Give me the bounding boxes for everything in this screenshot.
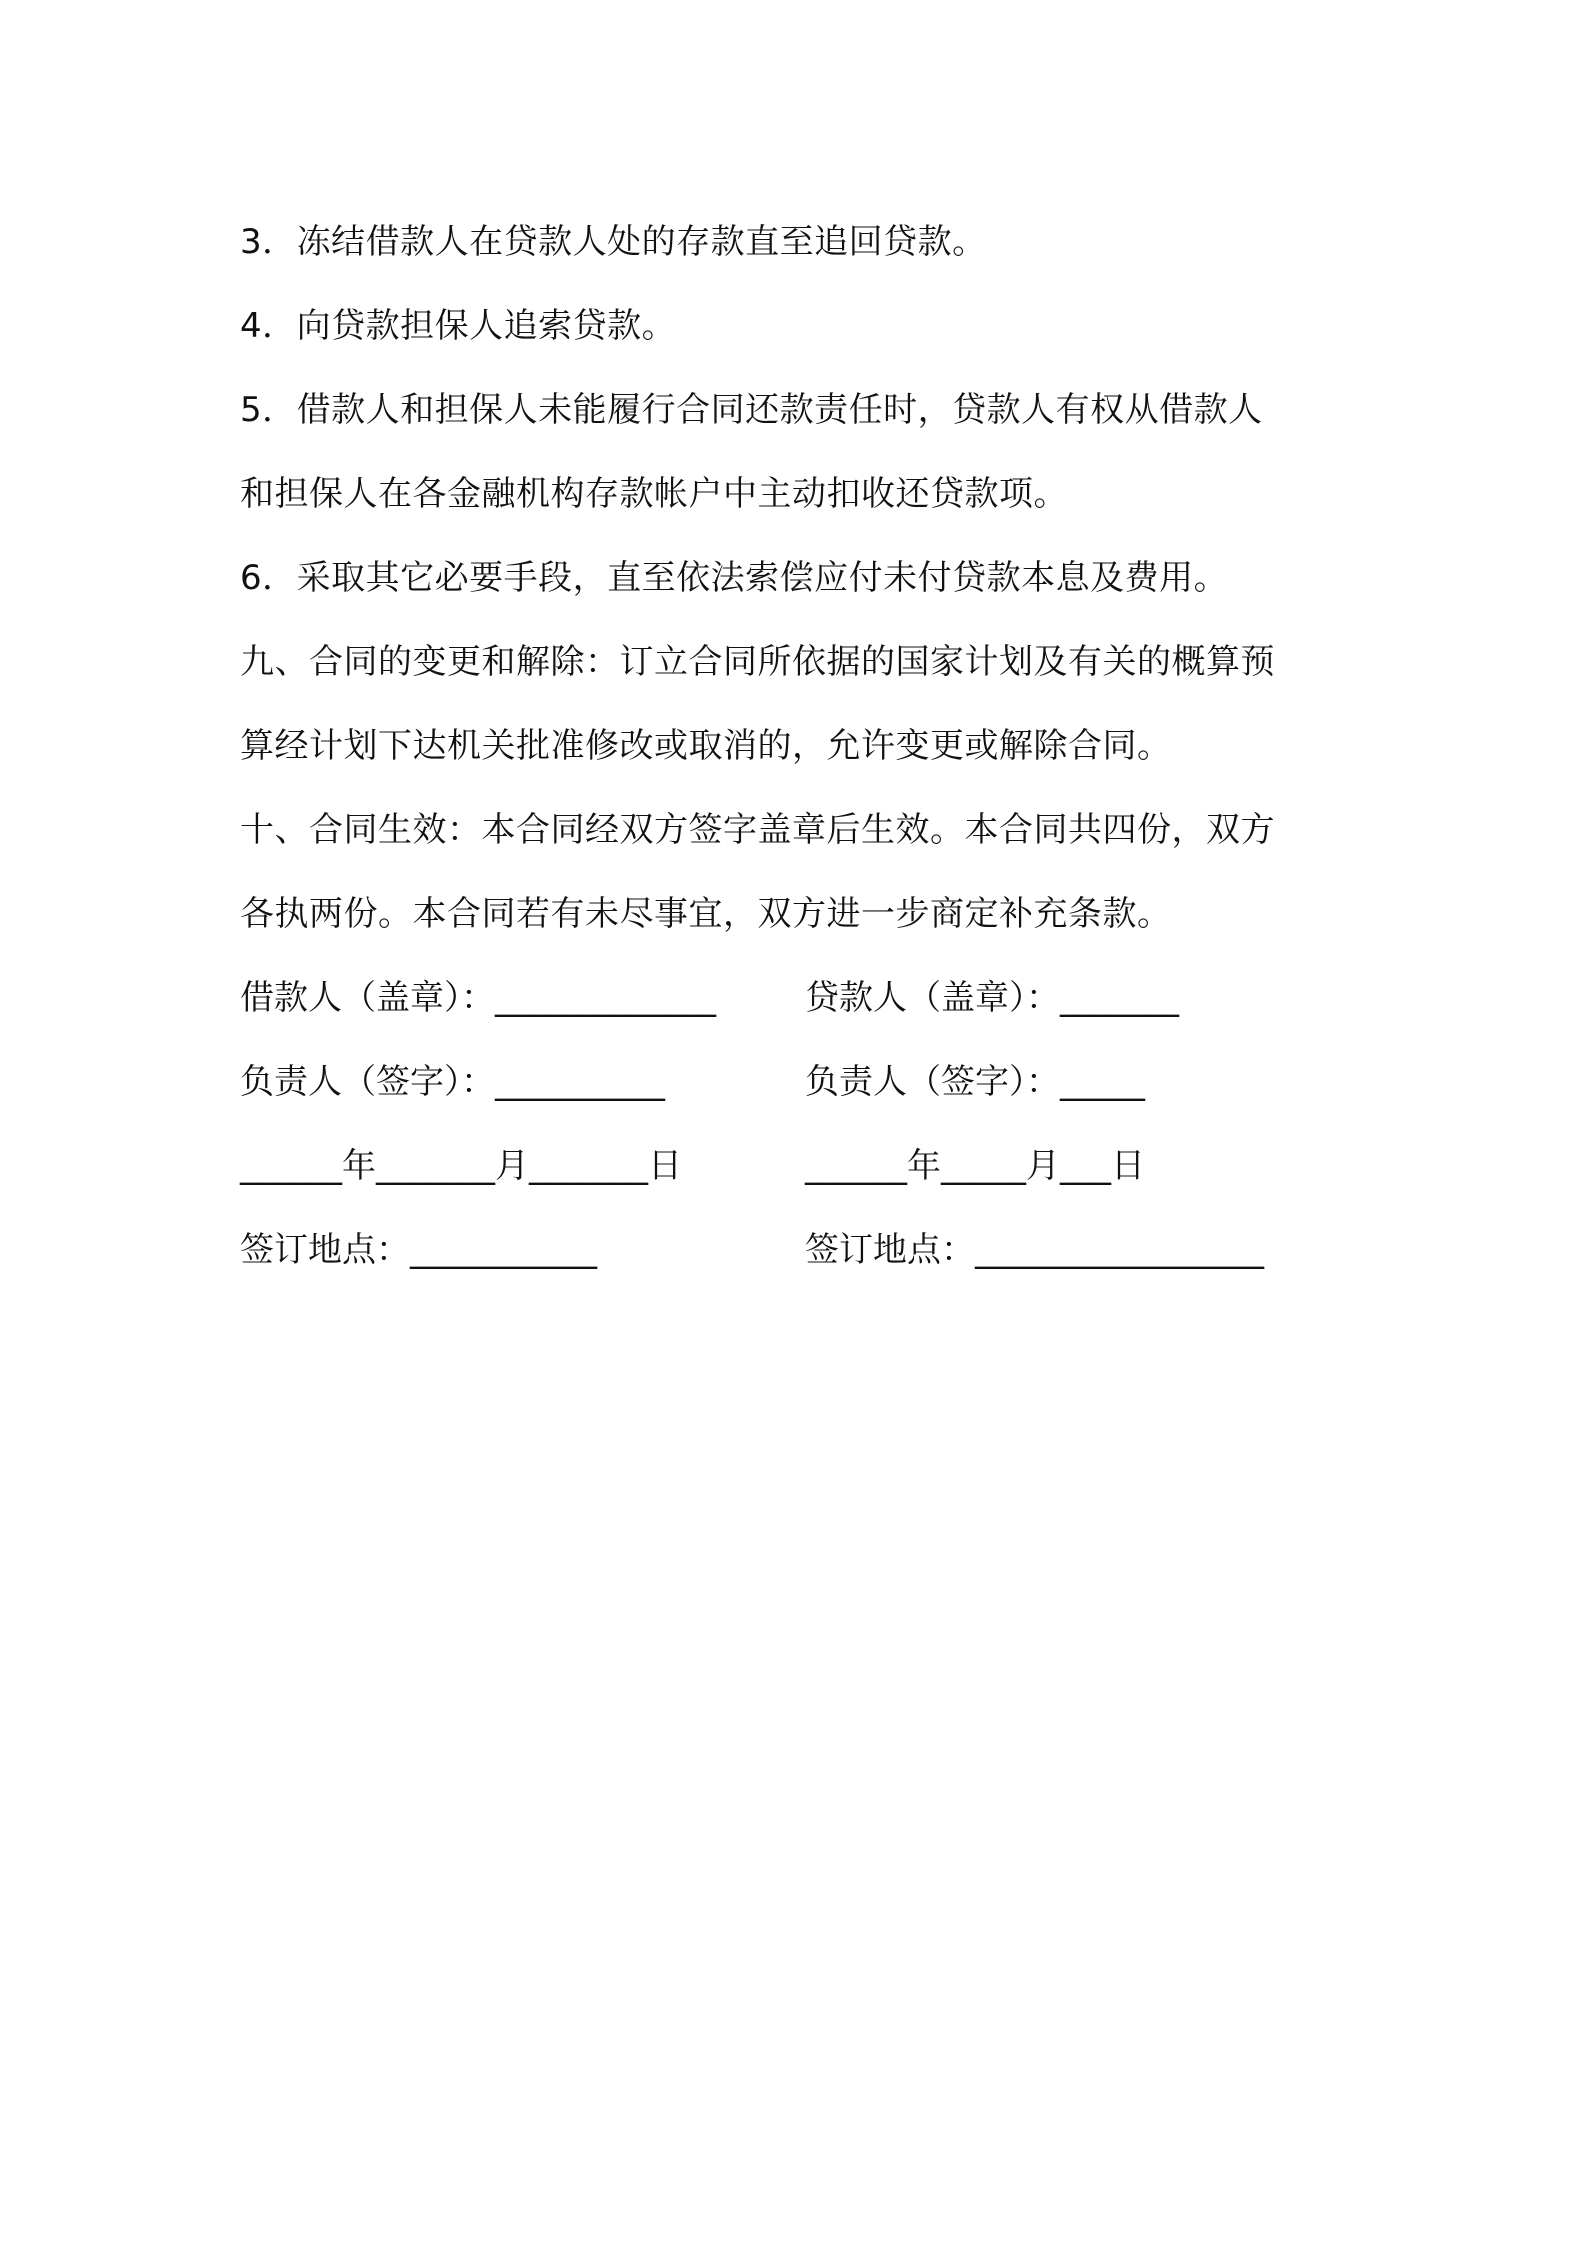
section-9-line-1: 九、合同的变更和解除：订立合同所依据的国家计划及有关的概算预 <box>240 642 1275 682</box>
clause-item-6: 6．采取其它必要手段，直至依法索偿应付未付贷款本息及费用。 <box>240 558 1229 598</box>
lender-responsible-field: 负责人（签字）：_____ <box>805 1062 1145 1102</box>
borrower-seal-field: 借款人（盖章）：_____________ <box>240 978 716 1018</box>
clause-item-5-line-2: 和担保人在各金融机构存款帐户中主动扣收还贷款项。 <box>240 474 1068 514</box>
document-body <box>240 200 1360 1292</box>
signature-row-seal <box>240 956 1360 1040</box>
lender-seal-field: 贷款人（盖章）：_______ <box>805 978 1179 1018</box>
section-10-line-2: 各执两份。本合同若有未尽事宜，双方进一步商定补充条款。 <box>240 894 1172 934</box>
clause-item-3: 3．冻结借款人在贷款人处的存款直至追回贷款。 <box>240 222 987 262</box>
signature-row-place <box>240 1208 1360 1292</box>
lender-date-field: ______年_____月___日 <box>805 1146 1145 1186</box>
borrower-date-field: ______年_______月_______日 <box>240 1146 682 1186</box>
signature-row-responsible <box>240 1040 1360 1124</box>
borrower-responsible-field: 负责人（签字）：__________ <box>240 1062 665 1102</box>
borrower-place-field: 签订地点：___________ <box>240 1230 597 1270</box>
clause-item-4: 4．向贷款担保人追索贷款。 <box>240 306 677 346</box>
lender-place-field: 签订地点：_________________ <box>805 1230 1264 1270</box>
section-9-line-2: 算经计划下达机关批准修改或取消的，允许变更或解除合同。 <box>240 726 1172 766</box>
signature-row-date <box>240 1124 1360 1208</box>
section-10-line-1: 十、合同生效：本合同经双方签字盖章后生效。本合同共四份，双方 <box>240 810 1275 850</box>
clause-item-5-line-1: 5．借款人和担保人未能履行合同还款责任时，贷款人有权从借款人 <box>240 390 1263 430</box>
